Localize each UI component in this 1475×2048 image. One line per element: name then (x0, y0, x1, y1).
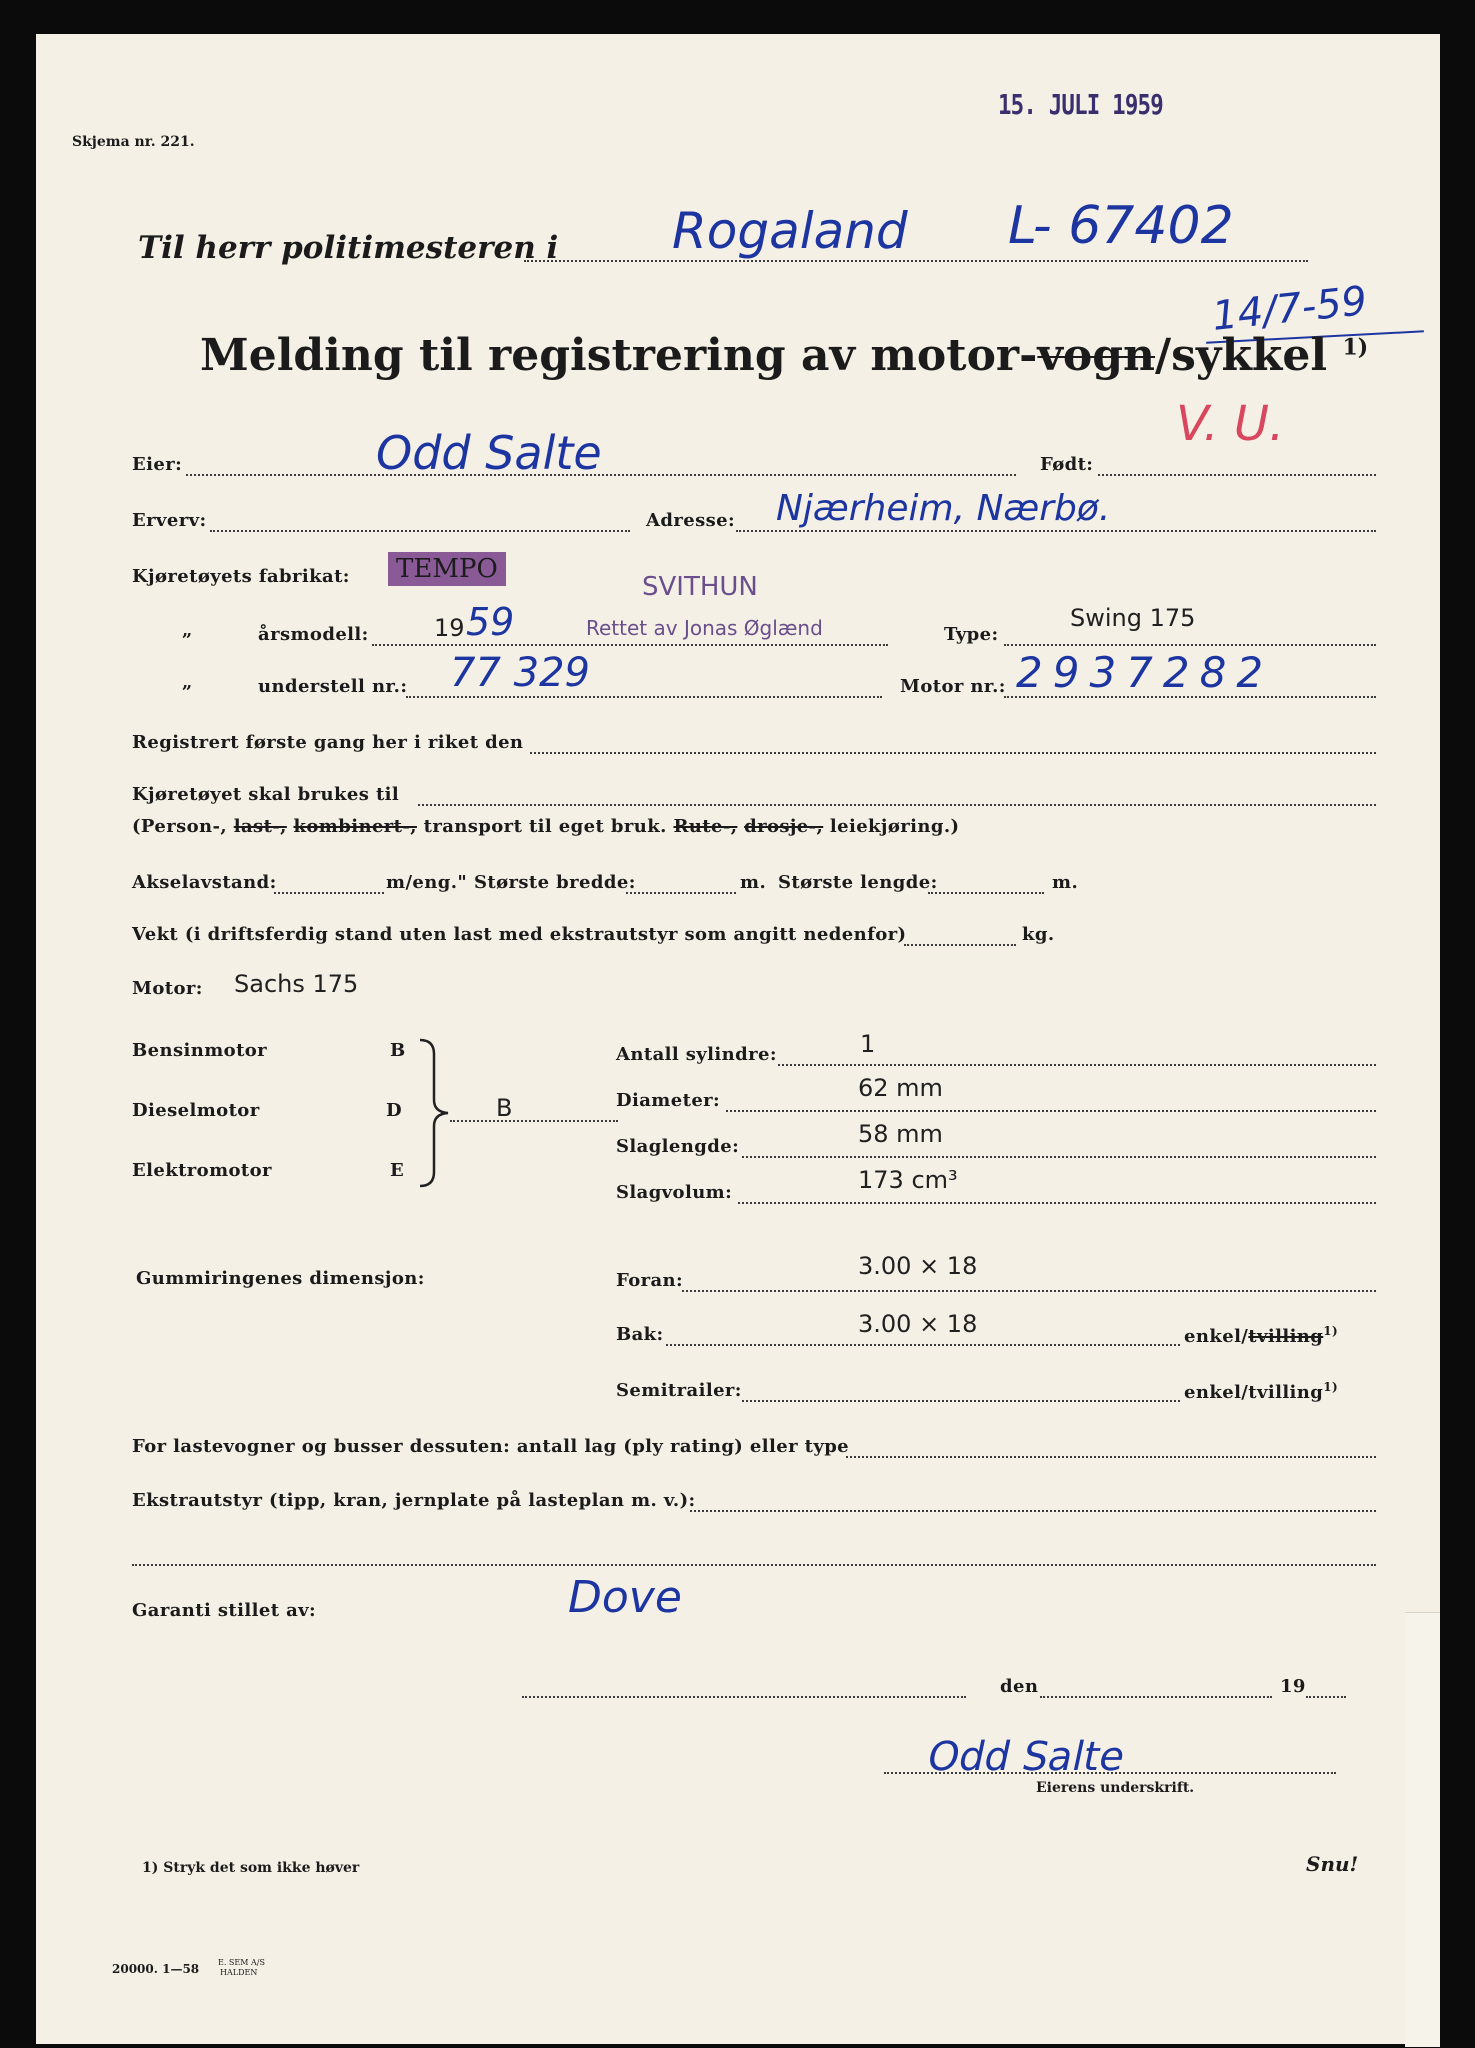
bak-enkel-tvilling (1184, 1324, 1338, 1347)
adresse-line (736, 530, 1376, 532)
lengde-line (928, 892, 1044, 894)
slagvolum-label: Slagvolum: (616, 1182, 733, 1203)
semi-note: 1) (1323, 1380, 1339, 1394)
first-reg-line (530, 752, 1376, 754)
paper-edge-patch (1405, 1612, 1440, 2047)
fodt-label: Født: (1040, 454, 1094, 475)
aksel-label: Akselavstand: (132, 872, 277, 893)
title-struck: vogn (1037, 330, 1156, 381)
arsmodell-value: 59 (466, 600, 515, 644)
place-line (522, 1696, 966, 1698)
slaglengde-value: 58 mm (858, 1120, 943, 1148)
quote-mark-2: „ (182, 672, 193, 693)
print-code: 20000. 1—58 (112, 1962, 200, 1976)
received-stamp: 15. JULI 1959 (998, 88, 1163, 121)
bak-note: 1) (1323, 1324, 1339, 1338)
addressee-value: Rogaland (672, 202, 908, 260)
diameter-line (726, 1110, 1376, 1112)
snu-label: Snu! (1306, 1852, 1359, 1876)
semi-label: Semitrailer: (616, 1380, 742, 1401)
bredde-line (626, 892, 736, 894)
semi-value (1184, 1380, 1338, 1403)
fabrikat-new: SVITHUN (642, 572, 758, 602)
motor-code-e: E (390, 1160, 405, 1181)
understell-line (406, 696, 882, 698)
footnote: 1) Stryk det som ikke høver (142, 1860, 360, 1876)
page-title (200, 330, 1368, 381)
motor-code-d: D (386, 1100, 403, 1121)
use-last: last-, (233, 816, 287, 837)
arsmodell-label: årsmodell: (258, 624, 369, 645)
semi-enkel-tvilling: enkel/tvilling (1184, 1382, 1324, 1403)
motor-nr-label: Motor nr.: (900, 676, 1006, 697)
motor-type-bensin: Bensinmotor (132, 1040, 268, 1061)
diameter-value: 62 mm (858, 1074, 943, 1102)
bak-value: 3.00 × 18 (858, 1310, 978, 1338)
garanti-value: Dove (568, 1572, 682, 1623)
sylindre-value: 1 (860, 1030, 876, 1058)
use-kombinert: kombinert-, (293, 816, 417, 837)
signature-line (884, 1772, 1336, 1774)
ply-label: For lastevogner og busser dessuten: antall lag (ply rating) eller type (132, 1436, 850, 1457)
title-prefix: Melding til registrering av motor- (200, 330, 1038, 381)
eier-value: Odd Salte (376, 426, 602, 480)
understell-label: understell nr.: (258, 676, 408, 697)
signature-caption: Eierens underskrift. (1036, 1780, 1195, 1796)
bak-label: Bak: (616, 1324, 664, 1345)
quote-mark-1: „ (182, 620, 193, 641)
bredde-unit: m. (740, 872, 767, 893)
use-label: Kjøretøyet skal brukes til (132, 784, 400, 805)
slaglengde-label: Slaglengde: (616, 1136, 740, 1157)
slaglengde-line (742, 1156, 1376, 1158)
arsmodell-prefix: 19 (434, 614, 465, 642)
fodt-line (1098, 474, 1376, 476)
garanti-label: Garanti stillet av: (132, 1600, 317, 1621)
motor-selected-line (450, 1120, 618, 1122)
type-label: Type: (944, 624, 999, 645)
aksel-line (274, 892, 384, 894)
vekt-label: Vekt (i driftsferdig stand uten last med ekstrautstyr som angitt nedenfor) (132, 924, 907, 945)
use-drosje: drosje-, (744, 816, 824, 837)
form-page (36, 34, 1440, 2044)
motor-type-diesel: Dieselmotor (132, 1100, 260, 1121)
first-reg-label: Registrert første gang her i riket den (132, 732, 524, 753)
registration-number: L- 67402 (1008, 196, 1234, 256)
erverv-label: Erverv: (132, 510, 207, 531)
fabrikat-struck (388, 552, 506, 586)
type-line (1004, 644, 1376, 646)
ekstra-line (690, 1510, 1376, 1512)
use-rute: Rute-, (673, 816, 738, 837)
ply-line (846, 1456, 1376, 1458)
erverv-line (210, 530, 630, 532)
date-line (1040, 1696, 1272, 1698)
handwritten-date: 14/7-59 (1210, 278, 1370, 340)
title-note: 1) (1342, 334, 1369, 361)
printer-name: E. SEM A/S (218, 1958, 265, 1967)
understell-value: 77 329 (450, 650, 590, 696)
motor-code-b: B (390, 1040, 406, 1061)
tire-dim-label: Gummiringenes dimensjon: (136, 1268, 425, 1289)
eier-label: Eier: (132, 454, 183, 475)
year-prefix: 19 (1280, 1676, 1306, 1697)
handwritten-initials: V. U. (1176, 396, 1285, 452)
adresse-value: Njærheim, Nærbø. (776, 488, 1111, 529)
bak-tvilling: tvilling (1248, 1326, 1324, 1347)
use-transport: transport til eget bruk. (423, 816, 667, 837)
motor-nr-value: 2937282 (1016, 648, 1274, 697)
addressee-label: Til herr politimesteren i (138, 230, 559, 266)
foran-label: Foran: (616, 1270, 684, 1291)
sylindre-label: Antall sylindre: (616, 1044, 777, 1065)
printer-city: HALDEN (220, 1968, 258, 1977)
fabrikat-label: Kjøretøyets fabrikat: (132, 566, 350, 587)
adresse-label: Adresse: (646, 510, 736, 531)
ekstra-line-2 (132, 1564, 1376, 1566)
aksel-unit: m/eng." (386, 872, 468, 893)
vekt-line (904, 944, 1016, 946)
form-number: Skjema nr. 221. (72, 134, 195, 150)
title-suffix: /sykkel (1155, 330, 1328, 381)
correction-note: Rettet av Jonas Øglænd (586, 616, 823, 640)
den-label: den (1000, 1676, 1039, 1697)
bak-line (666, 1344, 1180, 1346)
use-options (132, 816, 959, 837)
motor-selected: B (496, 1094, 513, 1122)
motor-type-elektro: Elektromotor (132, 1160, 272, 1181)
slagvolum-line (738, 1202, 1376, 1204)
use-line (418, 804, 1376, 806)
motor-brace (416, 1038, 452, 1188)
owner-signature: Odd Salte (923, 1734, 1130, 1780)
use-leiekjoring: leiekjøring.) (829, 816, 960, 837)
motor-label: Motor: (132, 978, 203, 999)
foran-line (682, 1290, 1376, 1292)
vekt-unit: kg. (1022, 924, 1055, 945)
lengde-unit: m. (1052, 872, 1079, 893)
use-open: (Person-, (132, 816, 228, 837)
arsmodell-line (372, 644, 888, 646)
year-line (1306, 1696, 1346, 1698)
type-value: Swing 175 (1070, 604, 1196, 632)
sylindre-line (778, 1064, 1376, 1066)
foran-value: 3.00 × 18 (858, 1252, 978, 1280)
motor-value: Sachs 175 (234, 970, 359, 998)
addressee-line (524, 260, 1308, 262)
lengde-label: Største lengde: (778, 872, 938, 893)
bredde-label: Største bredde: (474, 872, 636, 893)
semi-line (742, 1400, 1180, 1402)
ekstra-label: Ekstrautstyr (tipp, kran, jernplate på lasteplan m. v.): (132, 1490, 696, 1511)
slagvolum-value: 173 cm³ (858, 1166, 958, 1194)
diameter-label: Diameter: (616, 1090, 721, 1111)
fabrikat-struck-text: TEMPO (396, 554, 498, 584)
bak-enkel: enkel/ (1184, 1326, 1249, 1347)
